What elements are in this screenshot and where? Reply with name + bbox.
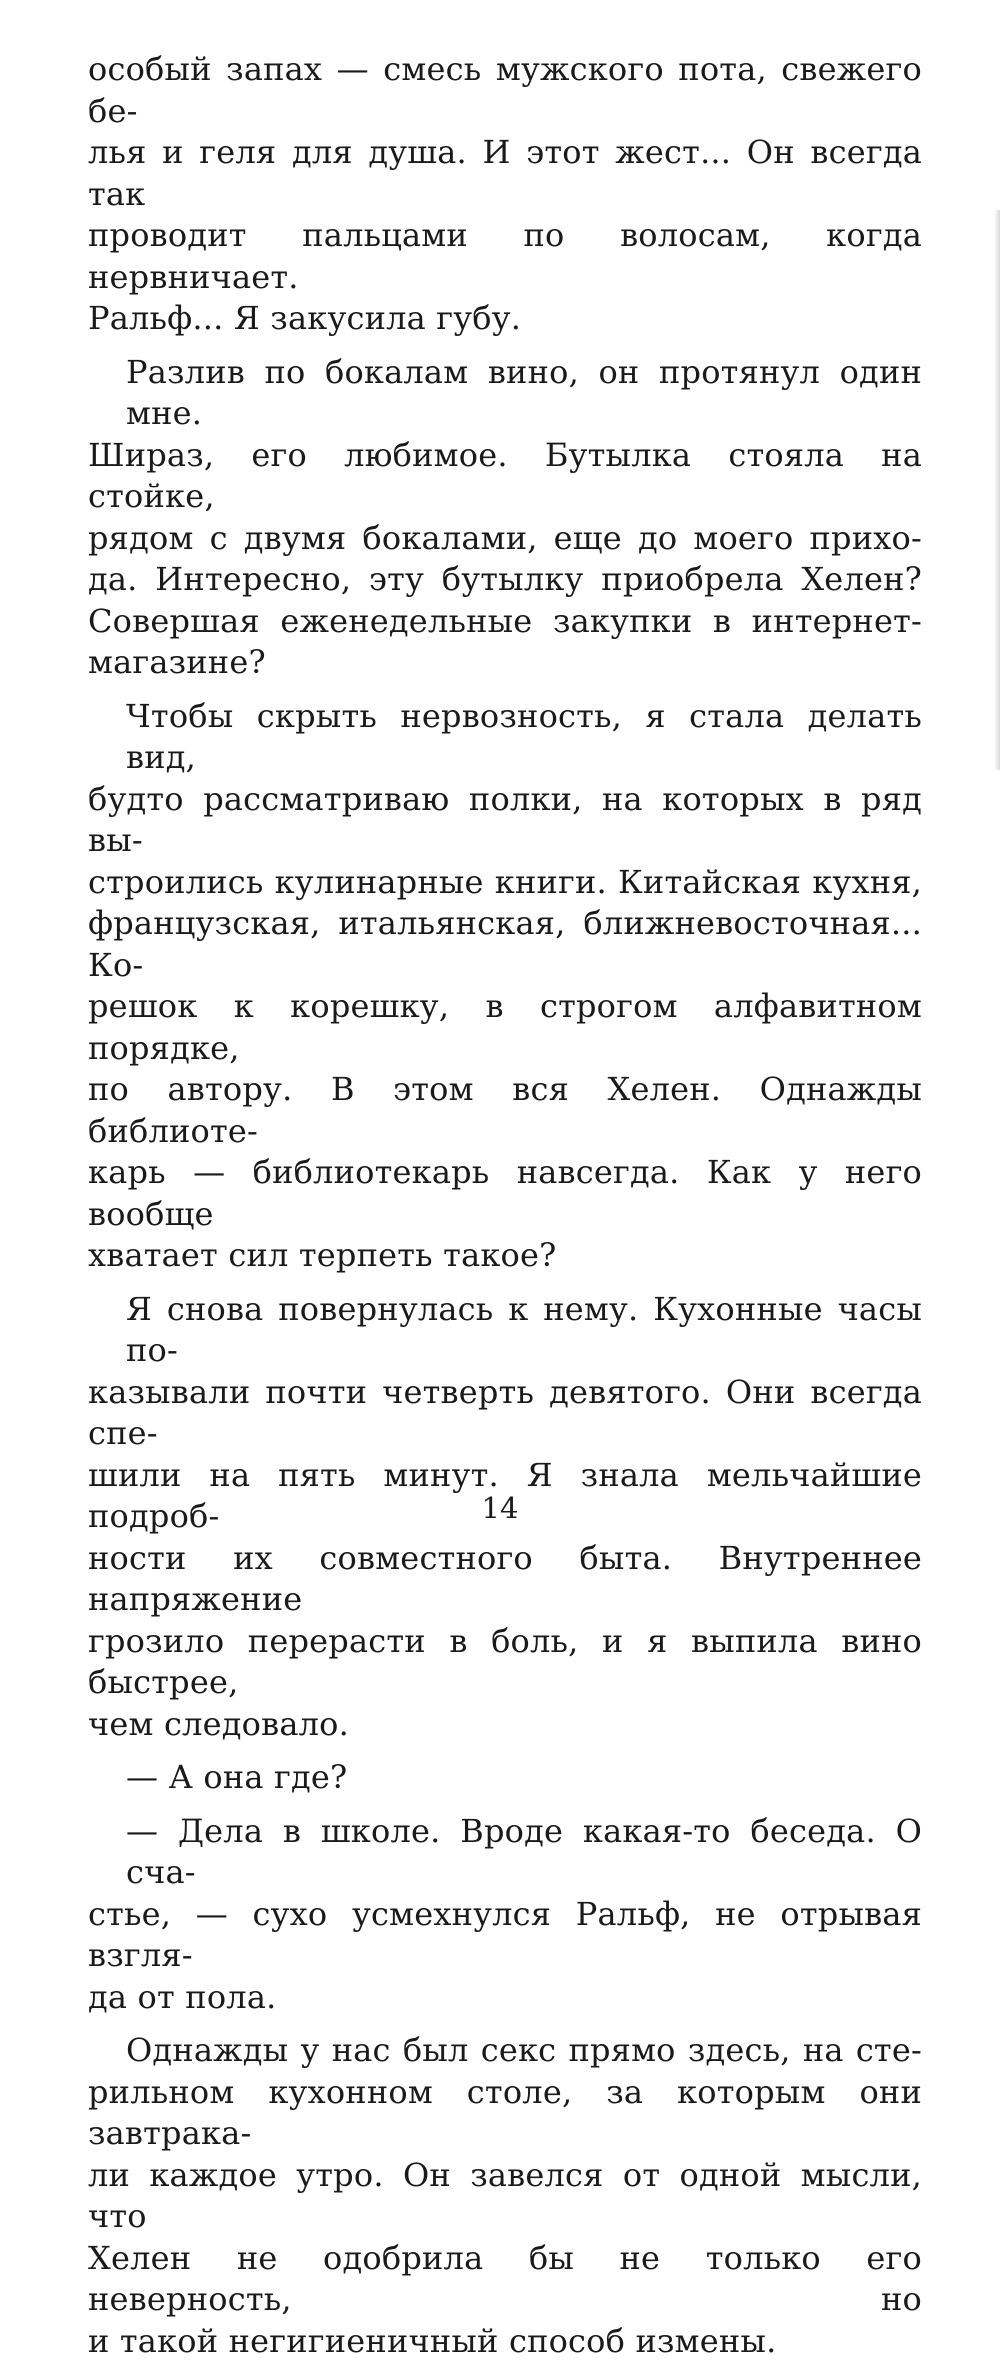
text-line: и такой негигиеничный способ измены. xyxy=(88,2321,922,2362)
paragraph xyxy=(88,1811,922,2019)
text-line: лья и геля для душа. И этот жест... Он всегда так xyxy=(88,132,922,215)
text-line: строились кулинарные книги. Китайская кухня, xyxy=(88,862,922,904)
text-line: французская, итальянская, ближневосточная... Ко- xyxy=(88,903,922,986)
text-line: Я снова повернулась к нему. Кухонные часы по- xyxy=(88,1289,922,1372)
text-line: Чтобы скрыть нервозность, я стала делать вид, xyxy=(88,696,922,779)
body-text xyxy=(88,49,922,2362)
text-line: да от пола. xyxy=(88,1977,922,2019)
text-line: Разлив по бокалам вино, он протянул один мне. xyxy=(88,352,922,435)
text-line: — А она где? xyxy=(88,1757,922,1799)
text-line: решок к корешку, в строгом алфавитном порядке, xyxy=(88,986,922,1069)
text-line: проводит пальцами по волосам, когда нервничает. xyxy=(88,215,922,298)
text-line: казывали почти четверть девятого. Они всегда спе- xyxy=(88,1372,922,1455)
text-line: магазине? xyxy=(88,642,922,684)
text-line: рильном кухонном столе, за которым они завтрака- xyxy=(88,2072,922,2155)
text-line: да. Интересно, эту бутылку приобрела Хелен? xyxy=(88,559,922,601)
paragraph xyxy=(88,696,922,1277)
text-line: чем следовало. xyxy=(88,1704,922,1746)
paragraph xyxy=(88,1757,922,1799)
text-line: Ральф... Я закусила губу. xyxy=(88,298,922,340)
text-line: шили на пять минут. Я знала мельчайшие подроб- xyxy=(88,1455,922,1538)
paragraph xyxy=(88,2030,922,2362)
text-line: хватает сил терпеть такое? xyxy=(88,1235,922,1277)
text-line: ности их совместного быта. Внутреннее напряжение xyxy=(88,1538,922,1621)
text-line: особый запах — смесь мужского пота, свежего бе- xyxy=(88,49,922,132)
text-line: грозило перерасти в боль, и я выпила вино быстрее, xyxy=(88,1621,922,1704)
text-line: Совершая еженедельные закупки в интернет- xyxy=(88,601,922,643)
page-number: 14 xyxy=(0,1491,1000,1525)
text-line: рядом с двумя бокалами, еще до моего прихо- xyxy=(88,518,922,560)
text-line: Шираз, его любимое. Бутылка стояла на стойке, xyxy=(88,435,922,518)
paragraph xyxy=(88,352,922,684)
text-line: карь — библиотекарь навсегда. Как у него вообще xyxy=(88,1152,922,1235)
text-line: по автору. В этом вся Хелен. Однажды библиоте- xyxy=(88,1069,922,1152)
text-line: будто рассматриваю полки, на которых в ряд вы- xyxy=(88,779,922,862)
text-line: Хелен не одобрила бы не только его неверность, но xyxy=(88,2238,922,2321)
text-line: Однажды у нас был секс прямо здесь, на сте- xyxy=(88,2030,922,2072)
text-line: стье, — сухо усмехнулся Ральф, не отрывая взгля- xyxy=(88,1894,922,1977)
paragraph xyxy=(88,49,922,340)
page-edge-shadow xyxy=(994,210,1000,770)
text-line: — Дела в школе. Вроде какая-то беседа. О сча- xyxy=(88,1811,922,1894)
text-line: ли каждое утро. Он завелся от одной мысли, что xyxy=(88,2155,922,2238)
